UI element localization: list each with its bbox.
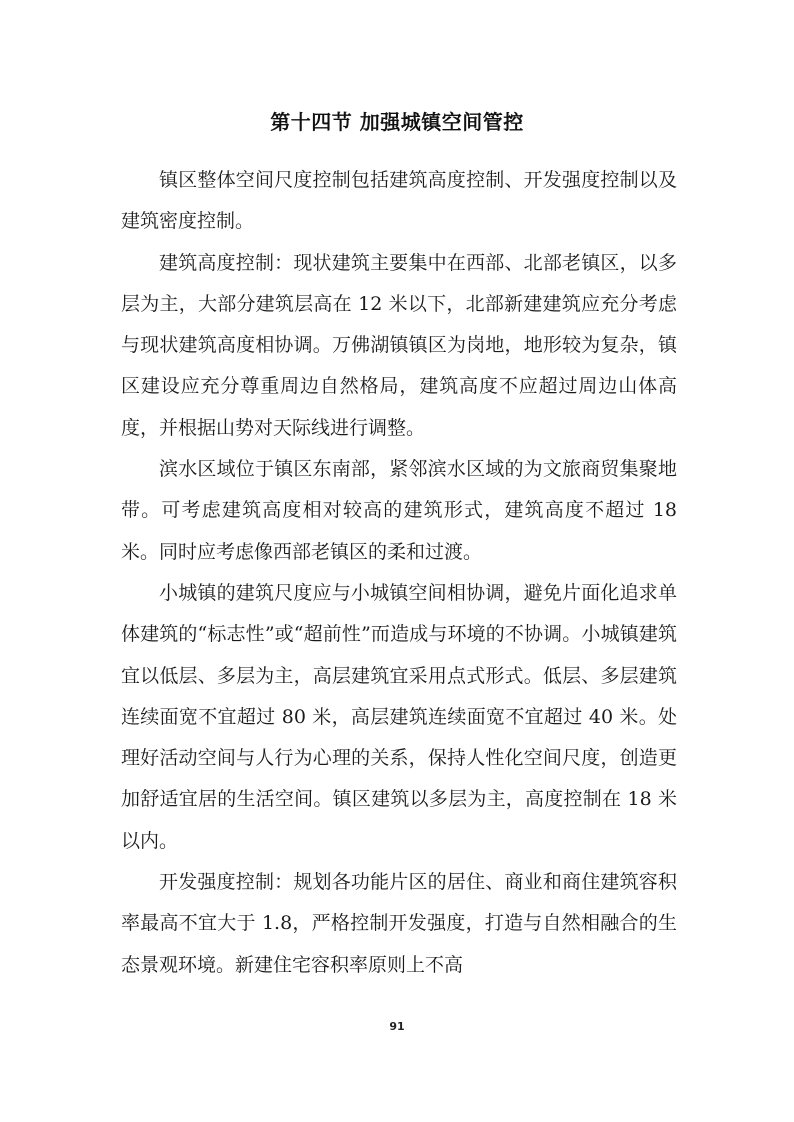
paragraph-waterfront: 滨水区域位于镇区东南部，紧邻滨水区域的为文旅商贸集聚地带。可考虑建筑高度相对较高的建筑形式，建筑高度不超过 18 米。同时应考虑像西部老镇区的柔和过渡。 bbox=[121, 458, 677, 563]
page-number: 91 bbox=[389, 1020, 405, 1033]
paragraph-development-intensity: 开发强度控制：规划各功能片区的居住、商业和商住建筑容积率最高不宜大于 1.8，严格控制开发强度，打造与自然相融合的生态景观环境。新建住宅容积率原则上不高 bbox=[121, 871, 677, 976]
paragraph-building-height: 建筑高度控制：现状建筑主要集中在西部、北部老镇区，以多层为主，大部分建筑层高在 12 米以下，北部新建建筑应充分考虑与现状建筑高度相协调。万佛湖镇镇区为岗地，地形较为复杂，镇区建设应充分尊重周边自然格局，建筑高度不应超过周边山体高度，并根据山势对天际线进行调整。 bbox=[121, 251, 677, 439]
paragraph-building-scale: 小城镇的建筑尺度应与小城镇空间相协调，避免片面化追求单体建筑的“标志性”或“超前性”而造成与环境的不协调。小城镇建筑宜以低层、多层为主，高层建筑宜采用点式形式。低层、多层建筑连续面宽不宜超过 80 米，高层建筑连续面宽不宜超过 40 米。处理好活动空间与人行为心理的关系，保持人性化空间尺度，创造更加舒适宜居的生活空间。镇区建筑以多层为主，高度控制在 18 米以内。 bbox=[121, 581, 677, 852]
paragraph-intro: 镇区整体空间尺度控制包括建筑高度控制、开发强度控制以及建筑密度控制。 bbox=[121, 169, 677, 233]
body-text bbox=[121, 160, 677, 986]
section-title: 第十四节 加强城镇空间管控 bbox=[270, 110, 524, 134]
